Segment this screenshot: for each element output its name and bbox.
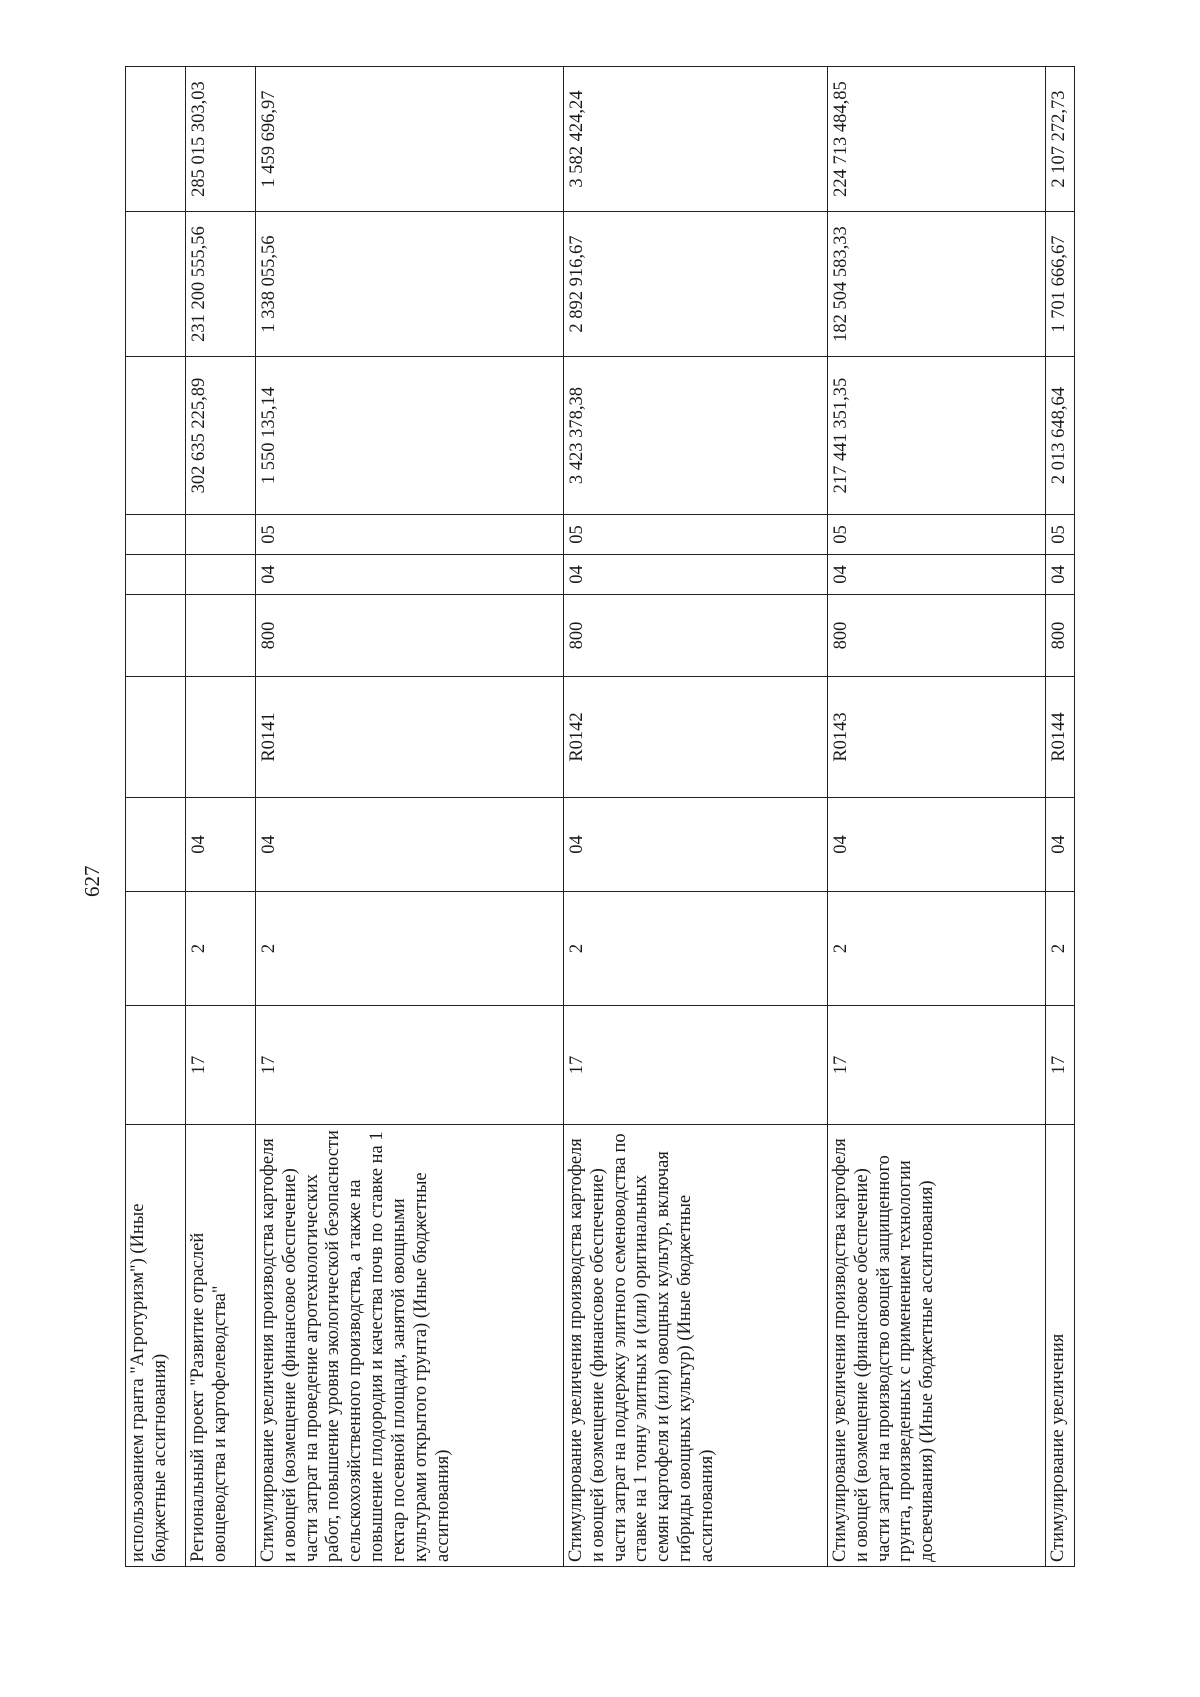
cell-code xyxy=(126,515,186,555)
row-name: использованием гранта "Агротуризм") (Иные бюджетные ассигнования) xyxy=(126,1125,186,1567)
cell-amount xyxy=(126,67,186,212)
cell-amount: 1 701 666,67 xyxy=(1046,212,1075,357)
cell-code: 800 xyxy=(1046,595,1075,677)
table-row xyxy=(126,67,186,1567)
cell-amount: 231 200 555,56 xyxy=(186,212,256,357)
cell-code: 800 xyxy=(828,595,1046,677)
cell-amount: 182 504 583,33 xyxy=(828,212,1046,357)
row-name: Стимулирование увеличения производства картофеля и овощей (возмещение (финансовое обеспечение) части затрат на поддержку элитного семеноводства по ставке на 1 тонну элитных и (или) оригинальных семян картофеля и (или) овощных культур, включая гибриды овощных культур) (Иные бюджетные ассигнования) xyxy=(564,1125,828,1567)
cell-code xyxy=(126,892,186,1006)
table-row xyxy=(564,67,828,1567)
row-name: Стимулирование увеличения производства картофеля и овощей (возмещение (финансовое обеспечение) части затрат на проведение агротехнологических работ, повышение уровня экологической безопасности сельскохозяйственного производства, а также на повышение плодородия и качества почв по ставке на 1 гектар посевной площади, занятой овощными культурами открытого грунта) (Иные бюджетные ассигнования) xyxy=(256,1125,564,1567)
cell-code xyxy=(126,555,186,595)
cell-code xyxy=(186,515,256,555)
cell-amount: 285 015 303,03 xyxy=(186,67,256,212)
cell-code: 04 xyxy=(1046,555,1075,595)
cell-code: 04 xyxy=(186,798,256,892)
cell-code: 04 xyxy=(828,798,1046,892)
cell-code xyxy=(126,798,186,892)
row-name: Стимулирование увеличения xyxy=(1046,1125,1075,1567)
page-number: 627 xyxy=(80,865,104,897)
cell-code xyxy=(186,677,256,798)
table-row xyxy=(1046,67,1075,1567)
cell-code: 04 xyxy=(564,555,828,595)
cell-amount: 2 892 916,67 xyxy=(564,212,828,357)
cell-code: 2 xyxy=(256,892,564,1006)
cell-code: 05 xyxy=(1046,515,1075,555)
cell-code xyxy=(126,1006,186,1125)
cell-code: 800 xyxy=(256,595,564,677)
table-row xyxy=(186,67,256,1567)
cell-amount: 3 423 378,38 xyxy=(564,357,828,515)
cell-amount: 217 441 351,35 xyxy=(828,357,1046,515)
cell-code: 04 xyxy=(1046,798,1075,892)
cell-code: 17 xyxy=(1046,1006,1075,1125)
cell-code xyxy=(126,677,186,798)
cell-code: 2 xyxy=(828,892,1046,1006)
cell-amount: 3 582 424,24 xyxy=(564,67,828,212)
cell-code: R0142 xyxy=(564,677,828,798)
cell-code: R0141 xyxy=(256,677,564,798)
cell-amount: 2 013 648,64 xyxy=(1046,357,1075,515)
cell-amount: 1 550 135,14 xyxy=(256,357,564,515)
cell-amount: 2 107 272,73 xyxy=(1046,67,1075,212)
cell-code: 800 xyxy=(564,595,828,677)
cell-code: 04 xyxy=(256,555,564,595)
cell-code: 17 xyxy=(828,1006,1046,1125)
cell-code: 05 xyxy=(256,515,564,555)
table-row xyxy=(256,67,564,1567)
cell-code xyxy=(186,555,256,595)
row-name: Региональный проект "Развитие отраслей овощеводства и картофелеводства" xyxy=(186,1125,256,1567)
budget-table xyxy=(125,66,1075,1567)
cell-amount xyxy=(126,357,186,515)
row-name: Стимулирование увеличения производства картофеля и овощей (возмещение (финансовое обеспечение) части затрат на производство овощей защищенного грунта, произведенных с применением технологии досвечивания) (Иные бюджетные ассигнования) xyxy=(828,1125,1046,1567)
cell-code: 17 xyxy=(186,1006,256,1125)
cell-code: 2 xyxy=(1046,892,1075,1006)
cell-amount: 302 635 225,89 xyxy=(186,357,256,515)
cell-amount: 1 459 696,97 xyxy=(256,67,564,212)
cell-code: 04 xyxy=(828,555,1046,595)
cell-code: 05 xyxy=(564,515,828,555)
cell-code xyxy=(126,595,186,677)
cell-code: 17 xyxy=(256,1006,564,1125)
table-row xyxy=(828,67,1046,1567)
cell-amount: 1 338 055,56 xyxy=(256,212,564,357)
cell-code xyxy=(186,595,256,677)
cell-amount xyxy=(126,212,186,357)
cell-code: 2 xyxy=(564,892,828,1006)
cell-amount: 224 713 484,85 xyxy=(828,67,1046,212)
cell-code: 04 xyxy=(256,798,564,892)
cell-code: R0143 xyxy=(828,677,1046,798)
cell-code: 05 xyxy=(828,515,1046,555)
cell-code: 17 xyxy=(564,1006,828,1125)
cell-code: 04 xyxy=(564,798,828,892)
cell-code: R0144 xyxy=(1046,677,1075,798)
cell-code: 2 xyxy=(186,892,256,1006)
